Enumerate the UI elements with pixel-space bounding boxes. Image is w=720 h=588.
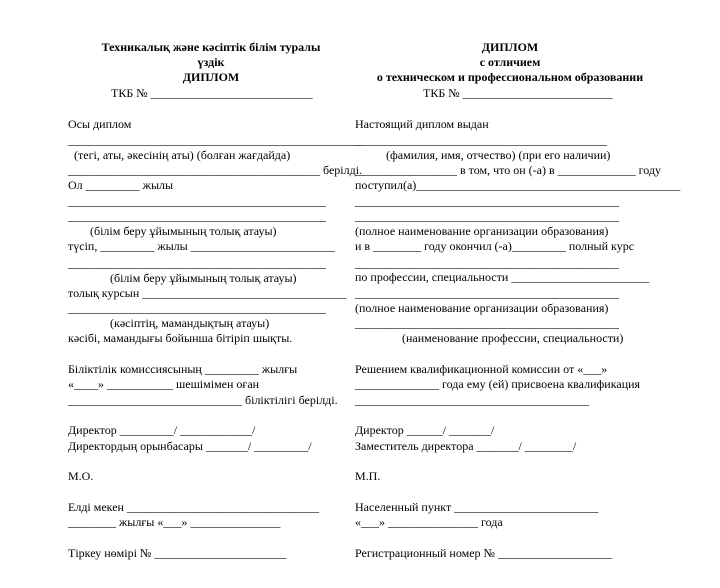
- left-tkb-number: ТКБ № ___________________________: [111, 86, 313, 100]
- left-line: Осы диплом: [68, 117, 132, 131]
- left-stamp-label: М.О.: [68, 469, 94, 483]
- left-line: ___________________________________________: [68, 209, 326, 223]
- left-line: Елді мекен ________________________________: [68, 500, 319, 514]
- right-line: ____________________________________________: [355, 316, 619, 330]
- right-stamp-label: М.П.: [355, 469, 381, 483]
- left-line: _________________________________________________: [68, 133, 362, 147]
- right-line: __________________________________________: [355, 133, 607, 147]
- left-line: Біліктілік комиссиясының _________ жылғы: [68, 362, 298, 376]
- right-line: (полное наименование организации образования): [355, 224, 609, 238]
- left-registration-number: Тіркеу нөмірі № ______________________: [68, 546, 287, 560]
- right-tkb-number: ТКБ № _________________________: [423, 86, 613, 100]
- right-header-line-2: с отличием: [479, 55, 541, 69]
- right-line: ______________ года ему (ей) присвоена квалификация: [355, 377, 641, 391]
- left-line: __________________________________________ берілді.: [68, 163, 363, 177]
- right-line: Решением квалификационной комиссии от «___»: [355, 362, 608, 376]
- right-line: поступил(а)____________________________________________: [355, 178, 681, 192]
- right-line: ____________________________________________: [355, 256, 619, 270]
- right-line: (фамилия, имя, отчество) (при его наличии): [386, 148, 611, 162]
- right-line: по профессии, специальности _______________________: [355, 270, 650, 284]
- right-line: _______________________________________: [355, 393, 589, 407]
- left-line: (кәсіптің, мамандықтың атауы): [110, 316, 270, 330]
- left-header-line-3: ДИПЛОМ: [182, 70, 240, 84]
- right-line: ____________________________________________: [355, 286, 619, 300]
- left-line: кәсібі, мамандығы бойынша бітіріп шықты.: [68, 331, 293, 345]
- right-line: Заместитель директора _______/ ________/: [355, 439, 577, 453]
- right-header-line-1: ДИПЛОМ: [481, 40, 539, 54]
- left-line: (тегі, аты, әкесінің аты) (болған жағдайда): [74, 148, 291, 162]
- right-line: ____________________________________________: [355, 209, 619, 223]
- left-line: Директор _________/ ____________/: [68, 423, 256, 437]
- left-line: түсіп, _________ жылы ________________________: [68, 239, 335, 253]
- right-line: (наименование профессии, специальности): [402, 331, 624, 345]
- left-line: (білім беру ұйымының толық атауы): [90, 224, 277, 238]
- left-line: «____» ___________ шешімімен оған: [68, 377, 260, 391]
- left-header-line-2: үздік: [197, 55, 225, 69]
- left-line: Директордың орынбасары _______/ _________/: [68, 439, 312, 453]
- left-line: ___________________________________________: [68, 194, 326, 208]
- right-registration-number: Регистрационный номер № ___________________: [355, 546, 612, 560]
- left-line: толық курсын __________________________________: [68, 286, 347, 300]
- left-line: _____________________________ біліктілігі берілді.: [68, 393, 338, 407]
- right-line: и в ________ году окончил (-а)_________ полный курс: [355, 239, 635, 253]
- right-line: Настоящий диплом выдан: [355, 117, 489, 131]
- right-line: Директор ______/ _______/: [355, 423, 495, 437]
- left-line: ________ жылғы «___» _______________: [68, 515, 281, 529]
- right-header-line-3: о техническом и профессиональном образовании: [376, 70, 644, 84]
- right-line: «___» _______________ года: [355, 515, 503, 529]
- right-line: ____________________________________________: [355, 194, 619, 208]
- left-line: ___________________________________________: [68, 256, 326, 270]
- right-line: Населенный пункт ________________________: [355, 500, 599, 514]
- left-line: ___________________________________________: [68, 301, 326, 315]
- left-line: (білім беру ұйымының толық атауы): [110, 271, 297, 285]
- left-line: Ол _________ жылы: [68, 178, 174, 192]
- left-header-line-1: Техникалық және кәсіптік білім туралы: [101, 40, 321, 54]
- right-line: _________________ в том, что он (-а) в _____________ году: [355, 163, 662, 177]
- right-line: (полное наименование организации образования): [355, 301, 609, 315]
